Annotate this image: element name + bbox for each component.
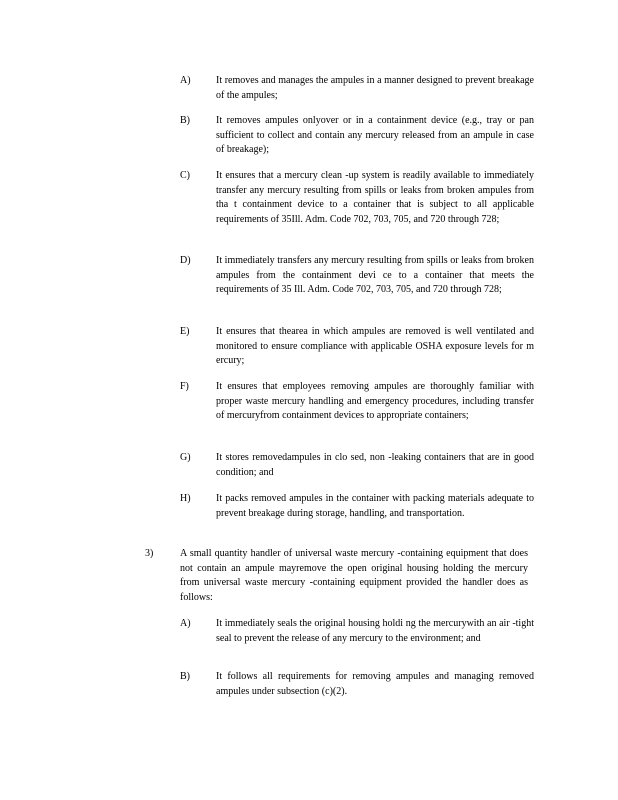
- item-label: F): [180, 381, 189, 392]
- item-text: It follows all requirements for removing ampules and managing removed ampules under subsection (c)(2).: [216, 671, 534, 697]
- item-text: It ensures that thearea in which ampules are removed is well ventilated and monitored to ensure compliance with applicable OSHA exposure levels for m ercury;: [216, 326, 534, 366]
- item-label: A): [180, 618, 191, 629]
- item-text: It stores removedampules in clo sed, non -leaking containers that are in good condition; and: [216, 452, 534, 478]
- item-text: It packs removed ampules in the container with packing materials adequate to prevent breakage during storage, handling, and transportation.: [216, 493, 534, 519]
- item-label: E): [180, 326, 190, 337]
- item-label: A): [180, 75, 191, 86]
- section-label: 3): [145, 548, 154, 559]
- item-label: C): [180, 170, 190, 181]
- item-text: It immediately seals the original housing holdi ng the mercurywith an air -tight seal to prevent the release of any mercury to the environment; and: [216, 618, 534, 644]
- section-text: A small quantity handler of universal waste mercury -containing equipment that does not contain an ampule mayremove the open original housing holding the mercury from universal waste mercury -containing equipment provided the handler does as follows:: [180, 548, 528, 603]
- item-label: H): [180, 493, 191, 504]
- item-text: It ensures that a mercury clean -up system is readily available to immediately transfer any mercury resulting from spills or leaks from broken ampules from tha t containment device to a container that is subject to all applicable requirements of 35Ill. Adm. Code 702, 703, 705, and 720 through 728;: [216, 170, 534, 225]
- item-text: It removes ampules onlyover or in a containment device (e.g., tray or pan sufficient to collect and contain any mercury released from an ampule in case of breakage);: [216, 115, 534, 155]
- item-label: B): [180, 671, 190, 682]
- item-label: D): [180, 255, 191, 266]
- item-text: It ensures that employees removing ampules are thoroughly familiar with proper waste mercury handling and emergency procedures, including transfer of mercuryfrom containment devices to appropriate containers;: [216, 381, 534, 421]
- item-label: B): [180, 115, 190, 126]
- item-text: It immediately transfers any mercury resulting from spills or leaks from broken ampules from the containment devi ce to a container that meets the requirements of 35 Ill. Adm. Code 702, 703, 705, and 720 through 728;: [216, 255, 534, 295]
- item-label: G): [180, 452, 191, 463]
- item-text: It removes and manages the ampules in a manner designed to prevent breakage of the ampules;: [216, 75, 534, 101]
